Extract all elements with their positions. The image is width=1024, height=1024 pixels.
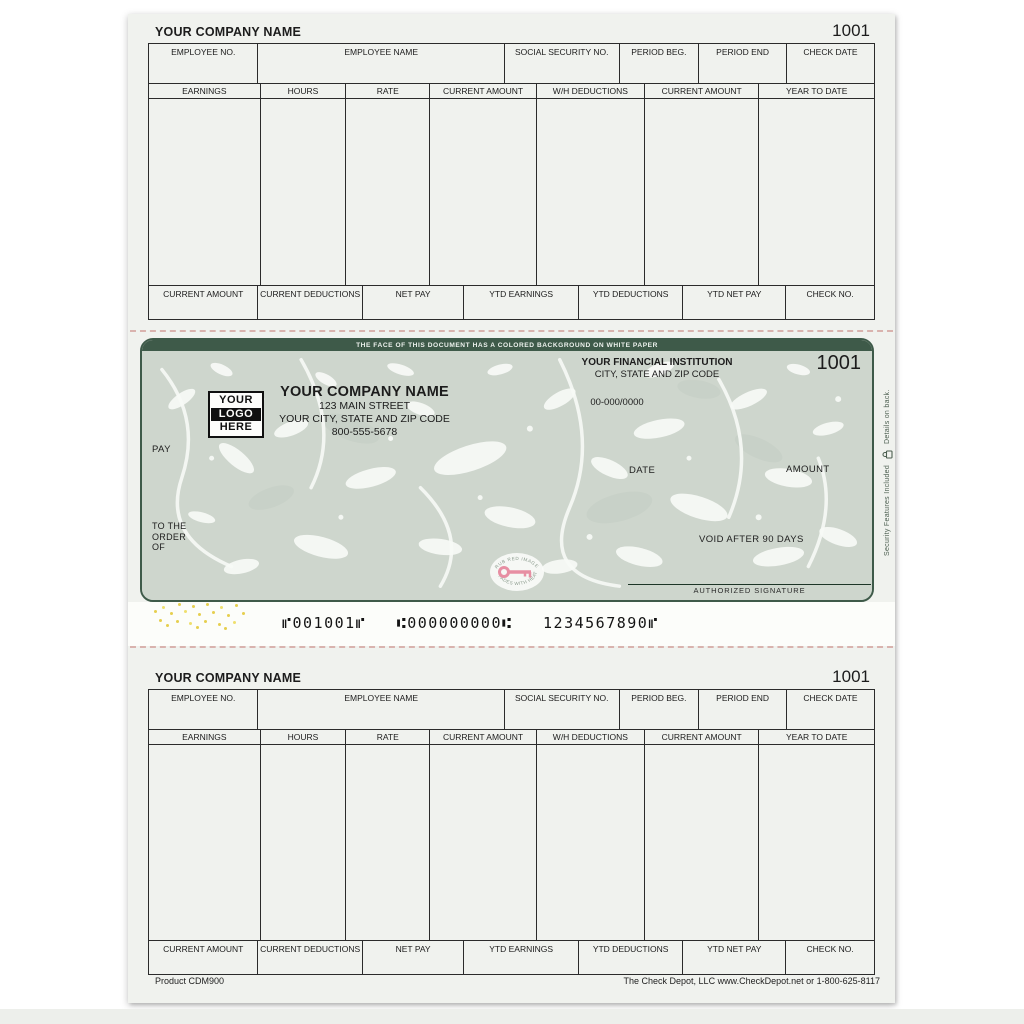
stub-total-check-no: CHECK NO. [806, 944, 854, 954]
stub-col-hours: HOURS [261, 84, 347, 98]
stub-company-name: YOUR COMPANY NAME [155, 25, 302, 39]
stub-col-wh-deductions: W/H DEDUCTIONS [537, 84, 645, 98]
stub-check-number: 1001 [832, 667, 870, 686]
stub-total-current-deductions: CURRENT DEDUCTIONS [258, 286, 362, 319]
colored-background-notice: THE FACE OF THIS DOCUMENT HAS A COLORED BACKGROUND ON WHITE PAPER [142, 340, 872, 351]
payroll-stub-bottom [128, 660, 895, 975]
micr-line [282, 614, 679, 632]
stub-cell-ssn: SOCIAL SECURITY NO. [505, 44, 620, 83]
company-address-1: 123 MAIN STREET [318, 400, 411, 412]
page-edge-band [0, 1009, 1024, 1024]
stub-cell-period-beg: PERIOD BEG. [620, 44, 700, 83]
stub-company-name: YOUR COMPANY NAME [155, 671, 302, 685]
stub-col-earnings: EARNINGS [149, 730, 261, 744]
company-block [247, 384, 482, 439]
stub-body-cell [430, 99, 537, 285]
stub-col-wh-deductions: W/H DEDUCTIONS [537, 730, 645, 744]
stub-col-rate: RATE [346, 730, 430, 744]
perforation-line-bottom [130, 646, 893, 648]
stub-body-cell [346, 99, 430, 285]
stub-total-ytd-deductions: YTD DEDUCTIONS [579, 941, 683, 974]
stub-cell-employee-name: EMPLOYEE NAME [258, 44, 505, 83]
stub-total-ytd-deductions: YTD DEDUCTIONS [579, 286, 683, 319]
payroll-stub-top [128, 14, 895, 320]
stub-earnings-header-row [149, 730, 874, 745]
perforation-line-top [130, 330, 893, 332]
sheet-footer [128, 976, 895, 986]
product-code: Product CDM900 [155, 976, 225, 986]
order-line-1: TO THE [152, 521, 187, 531]
company-phone: 800-555-5678 [331, 426, 398, 438]
security-features-text: Security Features Included [884, 465, 891, 557]
stub-col-current-amount-2: CURRENT AMOUNT [645, 84, 760, 98]
signature-line [628, 584, 871, 595]
stub-cell-period-end: PERIOD END [699, 44, 787, 83]
stub-cell-ssn: SOCIAL SECURITY NO. [505, 690, 620, 729]
stub-employee-row [149, 690, 874, 730]
stub-body-cell [261, 745, 347, 940]
logo-line-3: HERE [219, 421, 253, 433]
stub-totals-row [149, 941, 874, 974]
authorized-signature-label: AUTHORIZED SIGNATURE [693, 586, 806, 595]
bank-block [562, 357, 752, 381]
stub-col-current-amount: CURRENT AMOUNT [430, 730, 537, 744]
check-body [140, 338, 874, 602]
bank-address: CITY, STATE AND ZIP CODE [594, 369, 720, 380]
stub-col-hours: HOURS [261, 730, 347, 744]
stub-body-row [149, 745, 874, 941]
padlock-icon [882, 450, 893, 459]
date-label: DATE [629, 465, 656, 476]
stub-body-cell [537, 99, 645, 285]
stub-body-cell [149, 99, 261, 285]
stub-earnings-header-row [149, 84, 874, 99]
micr-band [128, 602, 895, 646]
stub-employee-row [149, 44, 874, 84]
stub-col-year-to-date: YEAR TO DATE [786, 732, 848, 742]
micr-routing-number: ⑆000000000⑆ [396, 614, 513, 632]
stub-cell-check-date: CHECK DATE [803, 47, 858, 57]
stub-table [148, 689, 875, 975]
stub-body-cell [346, 745, 430, 940]
stub-body-cell [645, 745, 760, 940]
stub-total-current-amount: CURRENT AMOUNT [149, 286, 258, 319]
check-sheet [128, 14, 895, 1003]
stub-totals-row [149, 286, 874, 319]
stub-total-ytd-earnings: YTD EARNINGS [464, 941, 579, 974]
stub-col-year-to-date: YEAR TO DATE [786, 86, 848, 96]
stub-col-current-amount-2: CURRENT AMOUNT [645, 730, 760, 744]
vendor-info: The Check Depot, LLC www.CheckDepot.net or 1-800-625-8117 [623, 976, 880, 986]
stub-table [148, 43, 875, 320]
routing-fraction: 00-000/0000 [590, 397, 644, 408]
stub-cell-period-end: PERIOD END [699, 690, 787, 729]
stub-cell-period-beg: PERIOD BEG. [620, 690, 700, 729]
stub-body-cell [261, 99, 347, 285]
stub-check-number: 1001 [832, 21, 870, 40]
stub-body-cell [149, 745, 261, 940]
company-address-2: YOUR CITY, STATE AND ZIP CODE [279, 413, 450, 425]
check-number: 1001 [816, 352, 861, 374]
stub-cell-check-date: CHECK DATE [803, 693, 858, 703]
stub-total-current-amount: CURRENT AMOUNT [149, 941, 258, 974]
company-name: YOUR COMPANY NAME [280, 384, 449, 400]
micr-check-number: ⑈001001⑈ [282, 614, 367, 632]
stub-total-net-pay: NET PAY [363, 286, 465, 319]
stub-col-earnings: EARNINGS [149, 84, 261, 98]
bank-name: YOUR FINANCIAL INSTITUTION [581, 357, 733, 368]
stub-col-current-amount: CURRENT AMOUNT [430, 84, 537, 98]
stub-header [128, 660, 895, 685]
stub-cell-employee-name: EMPLOYEE NAME [258, 690, 505, 729]
void-after-90-days-label: VOID AFTER 90 DAYS [699, 534, 804, 545]
stub-total-net-pay: NET PAY [363, 941, 465, 974]
order-line-2: ORDER [152, 531, 187, 542]
stub-total-ytd-net-pay: YTD NET PAY [683, 286, 786, 319]
stub-col-rate: RATE [346, 84, 430, 98]
logo-line-2: LOGO [211, 408, 261, 422]
security-features-strip [881, 350, 894, 596]
stub-total-ytd-net-pay: YTD NET PAY [683, 941, 786, 974]
stub-cell-employee-no: EMPLOYEE NO. [149, 690, 258, 729]
stub-cell-employee-no: EMPLOYEE NO. [149, 44, 258, 83]
heat-sensitive-seal [487, 550, 547, 594]
security-dots-pattern [154, 610, 157, 613]
stub-body-cell [537, 745, 645, 940]
details-on-back-text: Details on back. [884, 389, 891, 445]
stub-total-current-deductions: CURRENT DEDUCTIONS [258, 941, 362, 974]
pay-label: PAY [152, 444, 171, 455]
stub-body-cell [430, 745, 537, 940]
amount-label: AMOUNT [786, 464, 830, 475]
stub-body-cell [645, 99, 760, 285]
logo-line-1: YOUR [219, 394, 253, 406]
stub-body-cell [759, 745, 874, 940]
micr-account-number: 1234567890⑈ [543, 614, 659, 632]
stub-body-cell [759, 99, 874, 285]
stub-total-check-no: CHECK NO. [806, 289, 854, 299]
stub-body-row [149, 99, 874, 286]
order-line-3: OF [152, 542, 166, 552]
seal-text-top: RUB RED IMAGE [493, 555, 540, 570]
seal-text-bottom: FADES WITH HEAT [497, 570, 539, 587]
to-the-order-of-label [152, 521, 186, 553]
stub-header [128, 14, 895, 39]
stub-total-ytd-earnings: YTD EARNINGS [464, 286, 579, 319]
